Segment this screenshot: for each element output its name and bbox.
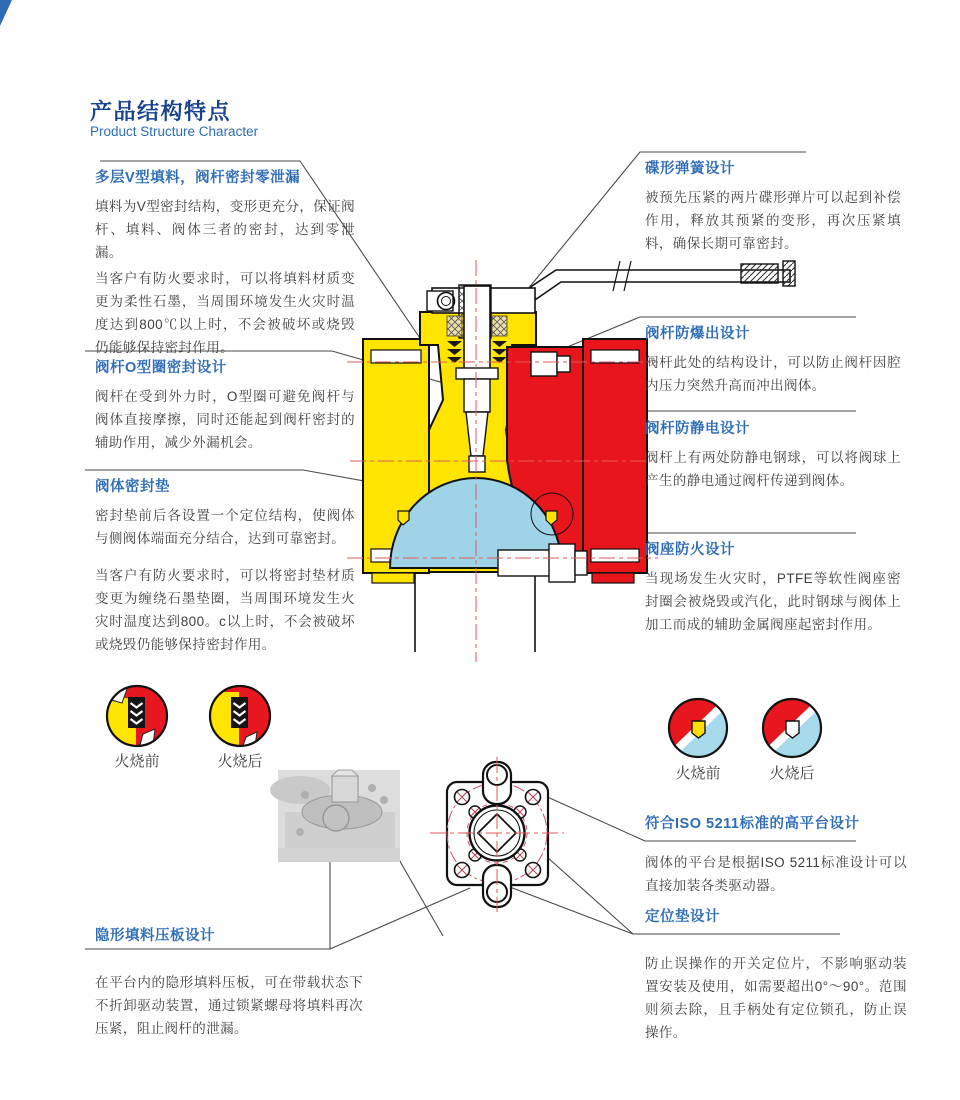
callout-stem-blowout [645,322,901,397]
corner-accent [0,0,12,26]
iso5211-flange-drawing [430,757,564,912]
callout-text: 填料为V型密封结构，变形更充分，保证阀杆、填料、阀体三者的密封，达到零泄漏。 [95,199,355,260]
callout-text: 当客户有防火要求时，可以将填料材质变更为柔性石墨，当周围环境发生火灾时温度达到800℃以上时，不会被破坏或烧毁仍能够保持密封作用。 [95,271,355,355]
callout-multilayer-packing [95,166,355,359]
callout-text: 防止误操作的开关定位片，不影响驱动装置安装及使用，如需要超出0°～90°。范围则须去除，且手柄处有定位锁孔，防止误操作。 [645,956,907,1040]
callout-text: 阀杆在受到外力时，O型圈可避免阀杆与阀体直接摩擦，同时还能起到阀杆密封的辅助作用，减少外漏机会。 [95,389,355,450]
packing-section-after-fire-icon [208,685,271,747]
callout-stem-antistatic [645,417,901,492]
callout-heading: 多层V型填料，阀杆密封零泄漏 [95,170,301,186]
callout-heading: 阀体密封垫 [95,479,170,495]
callout-text: 阀体的平台是根据ISO 5211标准设计可以直接加装各类驱动器。 [645,855,907,893]
callout-heading: 符合ISO 5211标准的高平台设计 [645,816,860,832]
fire-icon-label: 火烧前 [114,753,160,770]
callout-heading: 定位垫设计 [645,909,720,925]
callout-text: 在平台内的隐形填料压板，可在带载状态下不折卸驱动装置，通过锁紧螺母将填料再次压紧，阻止阀杆的泄漏。 [95,975,363,1036]
page-subtitle: Product Structure Character [90,124,259,139]
fire-icon-label: 火烧前 [675,765,721,782]
seat-section-before-fire-icon [669,699,727,757]
callout-text: 阀杆上有两处防静电钢球，可以将阀球上产生的静电通过阀杆传递到阀体。 [645,450,901,488]
callout-seat-fireproof [645,538,901,636]
callout-heading: 阀座防火设计 [645,542,735,558]
callout-text: 阀杆此处的结构设计，可以防止阀杆因腔内压力突然升高而冲出阀体。 [645,355,901,393]
callout-text: 当客户有防火要求时，可以将密封垫材质变更为缠绕石墨垫圈，当周围环境发生火灾时温度达到800。c以上时，不会被破坏或烧毁仍能够保持密封作用。 [95,568,355,652]
platform-photo [270,770,400,862]
callout-heading: 碟形弹簧设计 [645,161,735,177]
callout-disc-spring [645,157,901,255]
fire-icon-label: 火烧后 [217,753,263,770]
seat-section-after-fire-icon [763,699,821,757]
callout-heading: 阀杆O型圈密封设计 [95,360,227,376]
callout-heading: 阀杆防爆出设计 [645,326,750,342]
callout-hidden-gland [95,924,363,1040]
callout-text: 被预先压紧的两片碟形弹片可以起到补偿作用，释放其预紧的变形，再次压紧填料，确保长期可靠密封。 [645,190,901,251]
callout-body-gasket [95,475,355,656]
callout-text: 当现场发生火灾时，PTFE等软性阀座密封圈会被烧毁或汽化，此时钢球与阀体上加工而成的辅助金属阀座起密封作用。 [645,571,901,632]
fire-icon-label: 火烧后 [769,765,815,782]
callout-positioning-pad [645,905,907,1044]
callout-stem-oring [95,356,355,454]
packing-section-before-fire-icon [106,685,168,747]
callout-heading: 阀杆防静电设计 [645,421,750,437]
page-title: 产品结构特点 [90,99,232,124]
callout-iso5211-platform [645,812,907,897]
callout-text: 密封垫前后各设置一个定位结构，使阀体与侧阀体端面充分结合，达到可靠密封。 [95,508,355,546]
callout-heading: 隐形填料压板设计 [95,928,215,944]
valve-handle [508,261,795,313]
